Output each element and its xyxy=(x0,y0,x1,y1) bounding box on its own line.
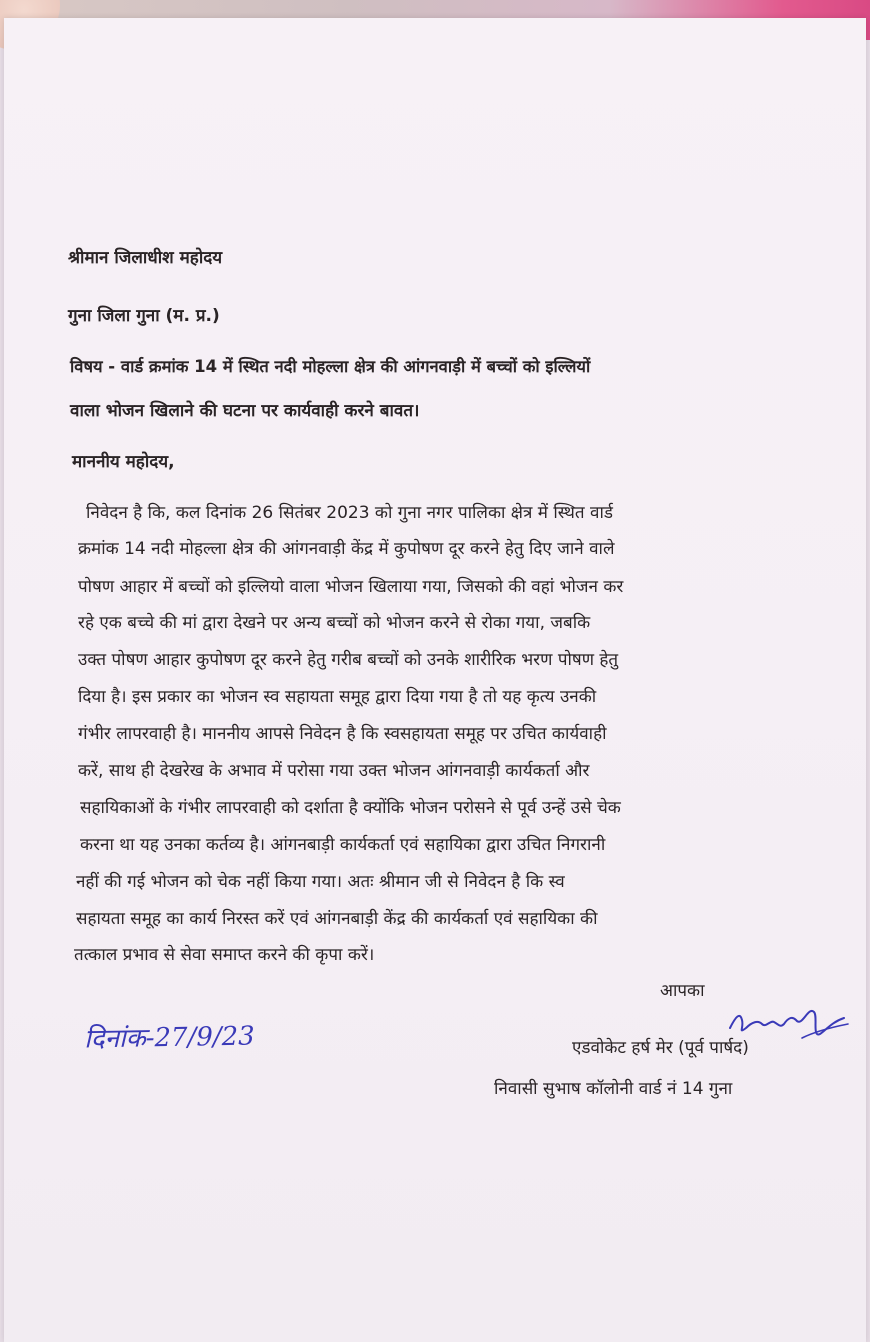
body-line: पोषण आहार में बच्चों को इल्लियो वाला भोजन खिलाया गया, जिसको की वहां भोजन कर xyxy=(78,577,624,597)
body-line: उक्त पोषण आहार कुपोषण दूर करने हेतु गरीब बच्चों को उनके शारीरिक भरण पोषण हेतु xyxy=(78,650,619,670)
body-line: गंभीर लापरवाही है। माननीय आपसे निवेदन है कि स्वसहायता समूह पर उचित कार्यवाही xyxy=(78,724,607,744)
closing: आपका xyxy=(660,981,705,1001)
letter-page xyxy=(4,18,866,1342)
body-line: रहे एक बच्चे की मां द्वारा देखने पर अन्य बच्चों को भोजन करने से रोका गया, जबकि xyxy=(78,613,591,633)
signer-name: एडवोकेट हर्ष मेर (पूर्व पार्षद) xyxy=(572,1038,749,1058)
subject-line-1: विषय - वार्ड क्रमांक 14 में स्थित नदी मोहल्ला क्षेत्र की आंगनवाड़ी में बच्चों को इल्लियों xyxy=(70,357,591,376)
body-line: क्रमांक 14 नदी मोहल्ला क्षेत्र की आंगनवाड़ी केंद्र में कुपोषण दूर करने हेतु दिए जाने वाले xyxy=(78,539,615,559)
body-line: नहीं की गई भोजन को चेक नहीं किया गया। अतः श्रीमान जी से निवेदन है कि स्व xyxy=(76,872,565,892)
body-line: सहायता समूह का कार्य निरस्त करें एवं आंगनबाड़ी केंद्र की कार्यकर्ता एवं सहायिका की xyxy=(76,909,598,929)
body-line: दिया है। इस प्रकार का भोजन स्व सहायता समूह द्वारा दिया गया है तो यह कृत्य उनकी xyxy=(78,687,597,707)
body-line: करें, साथ ही देखरेख के अभाव में परोसा गया उक्त भोजन आंगनवाड़ी कार्यकर्ता और xyxy=(78,761,590,781)
salutation: माननीय महोदय, xyxy=(72,452,175,472)
recipient-location: गुना जिला गुना (म. प्र.) xyxy=(68,306,220,326)
subject-line-2: वाला भोजन खिलाने की घटना पर कार्यवाही करने बावत। xyxy=(70,401,420,421)
body-line: सहायिकाओं के गंभीर लापरवाही को दर्शाता है क्योंकि भोजन परोसने से पूर्व उन्हें उसे चेक xyxy=(80,798,621,818)
handwritten-date: दिनांक-27/9/23 xyxy=(83,1021,255,1055)
body-line: करना था यह उनका कर्तव्य है। आंगनबाड़ी कार्यकर्ता एवं सहायिका द्वारा उचित निगरानी xyxy=(80,835,606,855)
signer-address: निवासी सुभाष कॉलोनी वार्ड नं 14 गुना xyxy=(494,1079,733,1099)
body-line: निवेदन है कि, कल दिनांक 26 सितंबर 2023 को गुना नगर पालिका क्षेत्र में स्थित वार्ड xyxy=(86,503,613,523)
body-line: तत्काल प्रभाव से सेवा समाप्त करने की कृपा करें। xyxy=(74,945,375,965)
recipient: श्रीमान जिलाधीश महोदय xyxy=(68,248,223,268)
